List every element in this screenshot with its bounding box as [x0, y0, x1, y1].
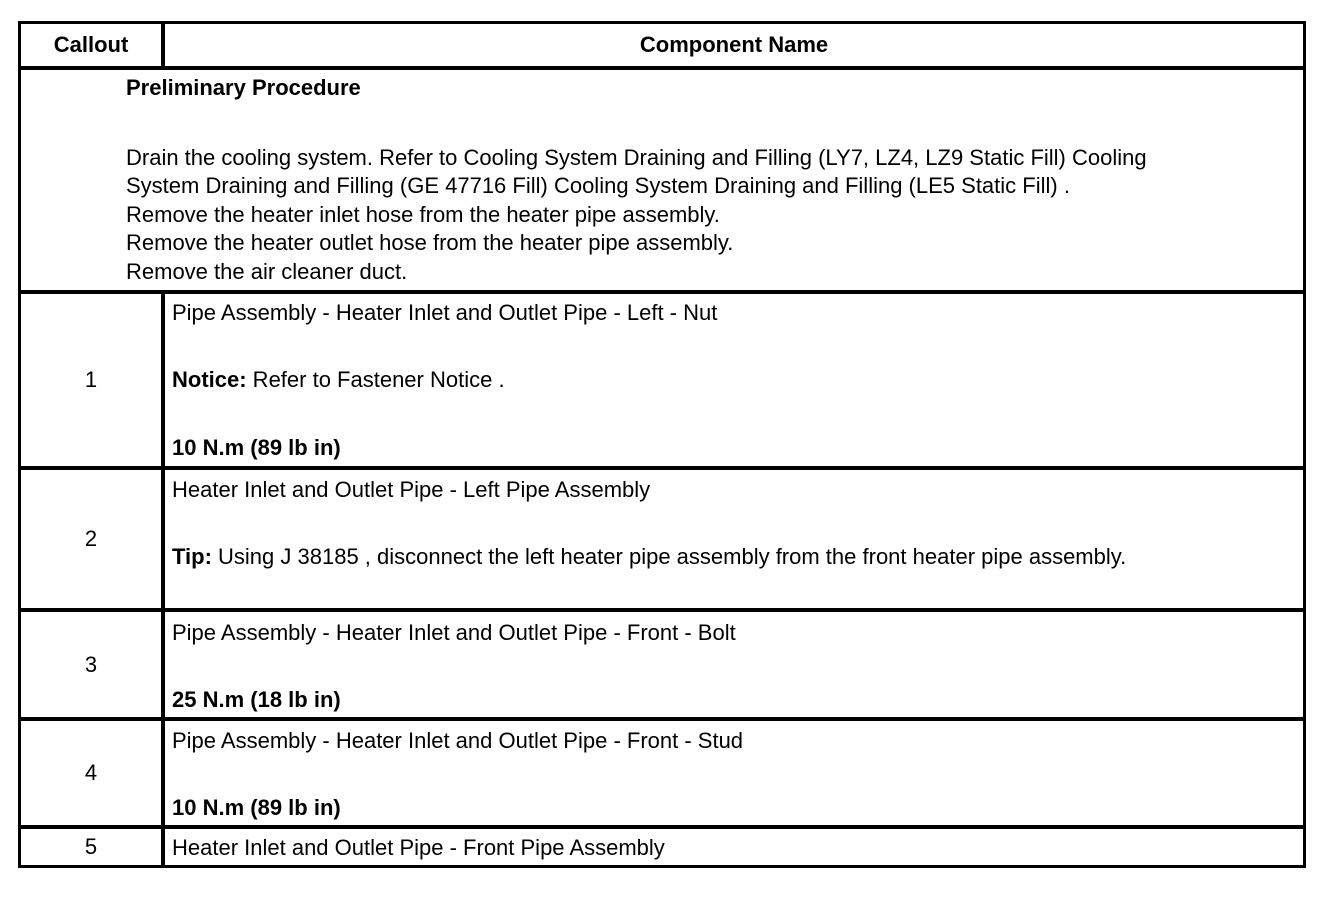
- header-component-name: Component Name: [161, 24, 1303, 66]
- preliminary-step: System Draining and Filling (GE 47716 Fill) Cooling System Draining and Filling (LE5 Static Fill) .: [126, 173, 1070, 198]
- table-row: [21, 466, 1303, 608]
- table-row: [21, 608, 1303, 717]
- callout-number: 3: [84, 651, 98, 677]
- callout-number: 2: [84, 526, 98, 551]
- component-name: Pipe Assembly - Heater Inlet and Outlet Pipe - Left - Nut: [172, 300, 718, 325]
- component-cell: [161, 721, 1303, 825]
- tip-label: Tip:: [172, 544, 212, 569]
- torque-spec: 10 N.m (89 lb in): [172, 435, 341, 460]
- header-callout: Callout: [53, 32, 129, 57]
- preliminary-procedure: [126, 70, 1289, 286]
- component-name: Heater Inlet and Outlet Pipe - Front Pipe Assembly: [172, 835, 665, 860]
- component-cell: [161, 294, 1303, 466]
- table-header-row: [21, 24, 1303, 66]
- preliminary-procedure-title: Preliminary Procedure: [126, 75, 361, 100]
- notice-text: Refer to Fastener Notice .: [246, 367, 505, 392]
- notice-line: [172, 367, 1295, 393]
- preliminary-procedure-row: [21, 66, 1303, 290]
- table-row: [21, 717, 1303, 825]
- callout-number: 5: [84, 834, 98, 859]
- component-name: Pipe Assembly - Heater Inlet and Outlet Pipe - Front - Bolt: [172, 620, 736, 645]
- preliminary-step: Remove the heater outlet hose from the heater pipe assembly.: [126, 230, 734, 255]
- callout-number: 1: [84, 367, 98, 392]
- notice-label: Notice:: [172, 367, 247, 392]
- table-row: [21, 825, 1303, 865]
- callout-number: 4: [84, 760, 98, 785]
- torque-spec: 25 N.m (18 lb in): [172, 687, 341, 712]
- preliminary-step: Remove the heater inlet hose from the heater pipe assembly.: [126, 201, 720, 227]
- component-cell: [161, 829, 1303, 865]
- preliminary-step: Remove the air cleaner duct.: [126, 258, 408, 284]
- torque-spec: 10 N.m (89 lb in): [172, 795, 341, 820]
- table-row: [21, 290, 1303, 466]
- tip-text: Using J 38185 , disconnect the left heater pipe assembly from the front heater pipe assembly.: [211, 544, 1127, 569]
- components-table: [18, 21, 1306, 868]
- component-cell: [161, 612, 1303, 717]
- preliminary-step: Drain the cooling system. Refer to Cooling System Draining and Filling (LY7, LZ4, LZ9 Static Fill) Cooling: [126, 144, 1147, 170]
- component-name: Heater Inlet and Outlet Pipe - Left Pipe Assembly: [172, 477, 651, 502]
- tip-line: [172, 544, 1295, 570]
- component-name: Pipe Assembly - Heater Inlet and Outlet Pipe - Front - Stud: [172, 728, 744, 753]
- component-cell: [161, 470, 1303, 608]
